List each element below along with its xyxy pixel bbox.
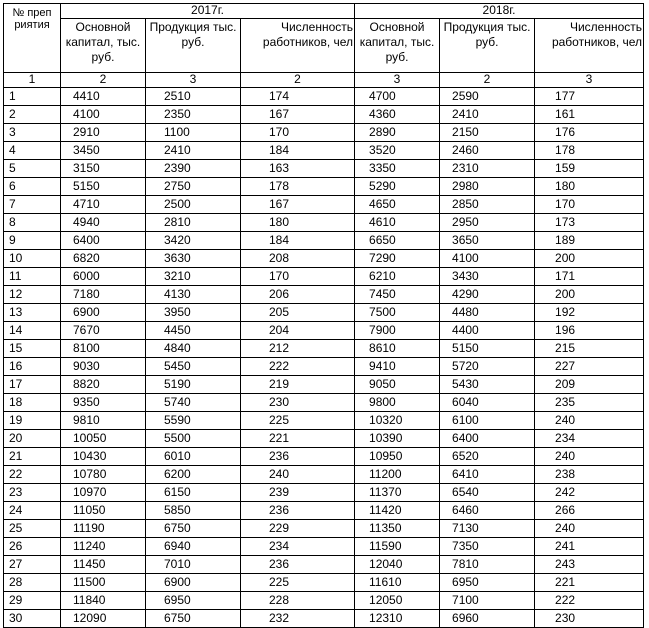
table-row: [4, 430, 644, 448]
products-2018-cell: 6400: [440, 430, 535, 448]
table-row: [4, 592, 644, 610]
table-row: [4, 466, 644, 484]
products-2017-cell: 3210: [146, 268, 241, 286]
row-number-cell: 16: [4, 358, 61, 376]
fixed-capital-2017-cell: 11050: [61, 502, 146, 520]
products-2017-cell: 5590: [146, 412, 241, 430]
fixed-capital-2018-cell: 8610: [355, 340, 440, 358]
products-2018-cell: 4100: [440, 250, 535, 268]
fixed-capital-2018-cell: 11590: [355, 538, 440, 556]
column-index: 3: [146, 73, 241, 88]
employees-2018-cell: 240: [535, 412, 644, 430]
enterprise-number-header: № преп риятия: [4, 4, 61, 73]
row-number-cell: 29: [4, 592, 61, 610]
row-number-cell: 13: [4, 304, 61, 322]
fixed-capital-2018-cell: 7450: [355, 286, 440, 304]
products-2018-cell: 4480: [440, 304, 535, 322]
enterprise-data-table: [3, 3, 644, 628]
table-row: [4, 502, 644, 520]
fixed-capital-2017-cell: 4710: [61, 196, 146, 214]
products-2017-cell: 6940: [146, 538, 241, 556]
products-2018-cell: 6100: [440, 412, 535, 430]
fixed-capital-2017-cell: 11240: [61, 538, 146, 556]
employees-2017-cell: 180: [241, 214, 355, 232]
employees-2018-cell: 230: [535, 610, 644, 628]
fixed-capital-2018-cell: 4610: [355, 214, 440, 232]
row-number-cell: 24: [4, 502, 61, 520]
column-index: 2: [241, 73, 355, 88]
fixed-capital-2017-cell: 10780: [61, 466, 146, 484]
row-number-cell: 18: [4, 394, 61, 412]
fixed-capital-2018-cell: 6650: [355, 232, 440, 250]
products-2018-cell: 2460: [440, 142, 535, 160]
fixed-capital-2018-cell: 7290: [355, 250, 440, 268]
fixed-capital-2017-cell: 8820: [61, 376, 146, 394]
employees-2017-cell: 232: [241, 610, 355, 628]
fixed-capital-2018-cell: 4360: [355, 106, 440, 124]
employees-2017-cell: 229: [241, 520, 355, 538]
table-row: [4, 340, 644, 358]
products-2018-cell: 3650: [440, 232, 535, 250]
employees-2018-header: Численность работников, чел: [535, 19, 644, 73]
employees-2017-cell: 236: [241, 448, 355, 466]
products-2018-cell: 2950: [440, 214, 535, 232]
table-row: [4, 304, 644, 322]
products-2017-cell: 6200: [146, 466, 241, 484]
fixed-capital-2018-cell: 2890: [355, 124, 440, 142]
products-2017-cell: 1100: [146, 124, 241, 142]
products-2017-cell: 2750: [146, 178, 241, 196]
fixed-capital-2017-cell: 11450: [61, 556, 146, 574]
table-row: [4, 124, 644, 142]
employees-2017-cell: 184: [241, 142, 355, 160]
fixed-capital-2018-cell: 12310: [355, 610, 440, 628]
products-2018-cell: 2150: [440, 124, 535, 142]
row-number-cell: 23: [4, 484, 61, 502]
row-number-cell: 10: [4, 250, 61, 268]
fixed-capital-2018-cell: 7900: [355, 322, 440, 340]
fixed-capital-2017-cell: 12090: [61, 610, 146, 628]
employees-2018-cell: 180: [535, 178, 644, 196]
products-2018-cell: 6040: [440, 394, 535, 412]
products-2017-cell: 6150: [146, 484, 241, 502]
row-number-cell: 27: [4, 556, 61, 574]
table-row: [4, 286, 644, 304]
table-row: [4, 106, 644, 124]
products-2018-cell: 4400: [440, 322, 535, 340]
products-2017-cell: 7010: [146, 556, 241, 574]
fixed-capital-2017-cell: 2910: [61, 124, 146, 142]
table-row: [4, 520, 644, 538]
employees-2018-cell: 238: [535, 466, 644, 484]
products-2018-cell: 5430: [440, 376, 535, 394]
products-2017-cell: 5190: [146, 376, 241, 394]
row-number-cell: 21: [4, 448, 61, 466]
fixed-capital-2018-cell: 11420: [355, 502, 440, 520]
fixed-capital-2017-cell: 3150: [61, 160, 146, 178]
employees-2017-cell: 170: [241, 124, 355, 142]
products-2017-cell: 5850: [146, 502, 241, 520]
fixed-capital-2018-cell: 3520: [355, 142, 440, 160]
table-row: [4, 556, 644, 574]
employees-2017-cell: 163: [241, 160, 355, 178]
table-row: [4, 322, 644, 340]
row-number-cell: 2: [4, 106, 61, 124]
fixed-capital-2017-cell: 7180: [61, 286, 146, 304]
row-number-cell: 14: [4, 322, 61, 340]
table-row: [4, 412, 644, 430]
products-2017-cell: 5500: [146, 430, 241, 448]
table-row: [4, 376, 644, 394]
employees-2017-cell: 170: [241, 268, 355, 286]
fixed-capital-2018-cell: 4700: [355, 88, 440, 106]
table-row: [4, 142, 644, 160]
employees-2018-cell: 170: [535, 196, 644, 214]
products-2018-cell: 2410: [440, 106, 535, 124]
products-2018-cell: 6540: [440, 484, 535, 502]
fixed-capital-2018-cell: 9050: [355, 376, 440, 394]
table-row: [4, 88, 644, 106]
row-number-cell: 6: [4, 178, 61, 196]
employees-2018-cell: 234: [535, 430, 644, 448]
employees-2017-cell: 206: [241, 286, 355, 304]
fixed-capital-2018-cell: 4650: [355, 196, 440, 214]
products-2017-cell: 5740: [146, 394, 241, 412]
products-2017-cell: 3630: [146, 250, 241, 268]
table-row: [4, 484, 644, 502]
row-number-cell: 26: [4, 538, 61, 556]
fixed-capital-2017-cell: 4940: [61, 214, 146, 232]
employees-2017-cell: 236: [241, 556, 355, 574]
products-2017-cell: 6750: [146, 520, 241, 538]
table-row: [4, 574, 644, 592]
employees-2018-cell: 171: [535, 268, 644, 286]
fixed-capital-2018-cell: 11200: [355, 466, 440, 484]
products-2017-cell: 6950: [146, 592, 241, 610]
employees-2018-cell: 266: [535, 502, 644, 520]
table-row: [4, 448, 644, 466]
fixed-capital-2018-cell: 12050: [355, 592, 440, 610]
employees-2017-cell: 228: [241, 592, 355, 610]
products-2018-cell: 6520: [440, 448, 535, 466]
employees-2018-cell: 176: [535, 124, 644, 142]
table-row: [4, 394, 644, 412]
employees-2017-cell: 230: [241, 394, 355, 412]
fixed-capital-2018-cell: 12040: [355, 556, 440, 574]
column-index-row: [4, 73, 644, 88]
row-number-cell: 4: [4, 142, 61, 160]
employees-2017-cell: 167: [241, 196, 355, 214]
column-index: 3: [355, 73, 440, 88]
row-number-cell: 3: [4, 124, 61, 142]
products-2017-cell: 2510: [146, 88, 241, 106]
fixed-capital-2018-cell: 11370: [355, 484, 440, 502]
employees-2018-cell: 222: [535, 592, 644, 610]
fixed-capital-2018-cell: 10320: [355, 412, 440, 430]
row-number-cell: 28: [4, 574, 61, 592]
row-number-cell: 9: [4, 232, 61, 250]
row-number-cell: 12: [4, 286, 61, 304]
fixed-capital-2017-cell: 10050: [61, 430, 146, 448]
fixed-capital-2017-cell: 11190: [61, 520, 146, 538]
table-row: [4, 196, 644, 214]
employees-2017-cell: 225: [241, 412, 355, 430]
table-row: [4, 160, 644, 178]
employees-2017-cell: 225: [241, 574, 355, 592]
table-body: [4, 88, 644, 628]
employees-2017-cell: 240: [241, 466, 355, 484]
products-2018-cell: 6460: [440, 502, 535, 520]
employees-2017-cell: 178: [241, 178, 355, 196]
table-row: [4, 268, 644, 286]
products-2018-cell: 7810: [440, 556, 535, 574]
fixed-capital-2018-cell: 9800: [355, 394, 440, 412]
row-number-cell: 11: [4, 268, 61, 286]
products-2018-cell: 2980: [440, 178, 535, 196]
employees-2018-cell: 200: [535, 286, 644, 304]
employees-2018-cell: 240: [535, 448, 644, 466]
fixed-capital-2018-cell: 6210: [355, 268, 440, 286]
products-2017-cell: 2350: [146, 106, 241, 124]
row-number-cell: 30: [4, 610, 61, 628]
employees-2018-cell: 243: [535, 556, 644, 574]
employees-2018-cell: 196: [535, 322, 644, 340]
fixed-capital-2017-cell: 3450: [61, 142, 146, 160]
products-2017-cell: 2500: [146, 196, 241, 214]
employees-2017-cell: 167: [241, 106, 355, 124]
products-2017-cell: 6010: [146, 448, 241, 466]
row-number-cell: 17: [4, 376, 61, 394]
products-2017-cell: 6750: [146, 610, 241, 628]
employees-2018-cell: 178: [535, 142, 644, 160]
fixed-capital-2018-cell: 11350: [355, 520, 440, 538]
table-row: [4, 232, 644, 250]
products-2017-cell: 3950: [146, 304, 241, 322]
products-2018-cell: 2590: [440, 88, 535, 106]
employees-2018-cell: 227: [535, 358, 644, 376]
fixed-capital-2018-header: Основной капитал, тыс. руб.: [355, 19, 440, 73]
products-2017-cell: 5450: [146, 358, 241, 376]
year-header-row: [4, 4, 644, 19]
fixed-capital-2017-cell: 10430: [61, 448, 146, 466]
products-2017-cell: 2390: [146, 160, 241, 178]
fixed-capital-2018-cell: 10390: [355, 430, 440, 448]
row-number-cell: 8: [4, 214, 61, 232]
fixed-capital-2017-cell: 9810: [61, 412, 146, 430]
products-2018-cell: 5150: [440, 340, 535, 358]
year-2017-header: 2017г.: [61, 4, 355, 19]
row-number-cell: 22: [4, 466, 61, 484]
products-2018-cell: 6410: [440, 466, 535, 484]
employees-2018-cell: 200: [535, 250, 644, 268]
table-row: [4, 610, 644, 628]
fixed-capital-2017-cell: 9350: [61, 394, 146, 412]
fixed-capital-2017-cell: 11840: [61, 592, 146, 610]
products-2017-cell: 4840: [146, 340, 241, 358]
employees-2018-cell: 173: [535, 214, 644, 232]
products-2018-header: Продукция тыс. руб.: [440, 19, 535, 73]
products-2017-cell: 4130: [146, 286, 241, 304]
table-row: [4, 178, 644, 196]
employees-2017-cell: 204: [241, 322, 355, 340]
employees-2017-header: Численность работников, чел: [241, 19, 355, 73]
fixed-capital-2017-cell: 7670: [61, 322, 146, 340]
row-number-cell: 25: [4, 520, 61, 538]
fixed-capital-2017-cell: 6400: [61, 232, 146, 250]
products-2018-cell: 2310: [440, 160, 535, 178]
products-2018-cell: 7100: [440, 592, 535, 610]
employees-2017-cell: 208: [241, 250, 355, 268]
column-index: 2: [61, 73, 146, 88]
employees-2018-cell: 209: [535, 376, 644, 394]
fixed-capital-2017-cell: 6900: [61, 304, 146, 322]
fixed-capital-2017-cell: 9030: [61, 358, 146, 376]
employees-2018-cell: 161: [535, 106, 644, 124]
column-index: 2: [440, 73, 535, 88]
row-number-cell: 5: [4, 160, 61, 178]
fixed-capital-2018-cell: 10950: [355, 448, 440, 466]
employees-2018-cell: 221: [535, 574, 644, 592]
employees-2017-cell: 212: [241, 340, 355, 358]
products-2017-cell: 4450: [146, 322, 241, 340]
fixed-capital-2017-cell: 6820: [61, 250, 146, 268]
row-number-cell: 20: [4, 430, 61, 448]
products-2018-cell: 4290: [440, 286, 535, 304]
employees-2018-cell: 192: [535, 304, 644, 322]
employees-2017-cell: 184: [241, 232, 355, 250]
employees-2017-cell: 236: [241, 502, 355, 520]
table-row: [4, 250, 644, 268]
fixed-capital-2018-cell: 5290: [355, 178, 440, 196]
column-header-row: [4, 19, 644, 73]
employees-2018-cell: 241: [535, 538, 644, 556]
fixed-capital-2017-cell: 11500: [61, 574, 146, 592]
employees-2018-cell: 240: [535, 520, 644, 538]
fixed-capital-2018-cell: 7500: [355, 304, 440, 322]
products-2017-cell: 2410: [146, 142, 241, 160]
row-number-cell: 19: [4, 412, 61, 430]
employees-2018-cell: 242: [535, 484, 644, 502]
employees-2018-cell: 215: [535, 340, 644, 358]
table-row: [4, 214, 644, 232]
fixed-capital-2017-cell: 4410: [61, 88, 146, 106]
employees-2018-cell: 235: [535, 394, 644, 412]
row-number-cell: 1: [4, 88, 61, 106]
fixed-capital-2017-cell: 4100: [61, 106, 146, 124]
employees-2018-cell: 177: [535, 88, 644, 106]
employees-2017-cell: 205: [241, 304, 355, 322]
employees-2017-cell: 239: [241, 484, 355, 502]
fixed-capital-2017-cell: 8100: [61, 340, 146, 358]
fixed-capital-2017-header: Основной капитал, тыс. руб.: [61, 19, 146, 73]
fixed-capital-2017-cell: 5150: [61, 178, 146, 196]
fixed-capital-2018-cell: 3350: [355, 160, 440, 178]
products-2018-cell: 6950: [440, 574, 535, 592]
column-index: 3: [535, 73, 644, 88]
products-2017-cell: 6900: [146, 574, 241, 592]
products-2017-cell: 2810: [146, 214, 241, 232]
fixed-capital-2018-cell: 9410: [355, 358, 440, 376]
employees-2017-cell: 222: [241, 358, 355, 376]
fixed-capital-2018-cell: 11610: [355, 574, 440, 592]
products-2018-cell: 7130: [440, 520, 535, 538]
table-row: [4, 538, 644, 556]
products-2017-cell: 3420: [146, 232, 241, 250]
table-row: [4, 358, 644, 376]
products-2018-cell: 3430: [440, 268, 535, 286]
year-2018-header: 2018г.: [355, 4, 644, 19]
products-2018-cell: 6960: [440, 610, 535, 628]
products-2018-cell: 7350: [440, 538, 535, 556]
employees-2017-cell: 221: [241, 430, 355, 448]
row-number-cell: 15: [4, 340, 61, 358]
employees-2018-cell: 189: [535, 232, 644, 250]
fixed-capital-2017-cell: 10970: [61, 484, 146, 502]
products-2017-header: Продукция тыс. руб.: [146, 19, 241, 73]
employees-2017-cell: 174: [241, 88, 355, 106]
products-2018-cell: 5720: [440, 358, 535, 376]
row-number-cell: 7: [4, 196, 61, 214]
column-index: 1: [4, 73, 61, 88]
employees-2018-cell: 159: [535, 160, 644, 178]
products-2018-cell: 2850: [440, 196, 535, 214]
employees-2017-cell: 234: [241, 538, 355, 556]
fixed-capital-2017-cell: 6000: [61, 268, 146, 286]
employees-2017-cell: 219: [241, 376, 355, 394]
